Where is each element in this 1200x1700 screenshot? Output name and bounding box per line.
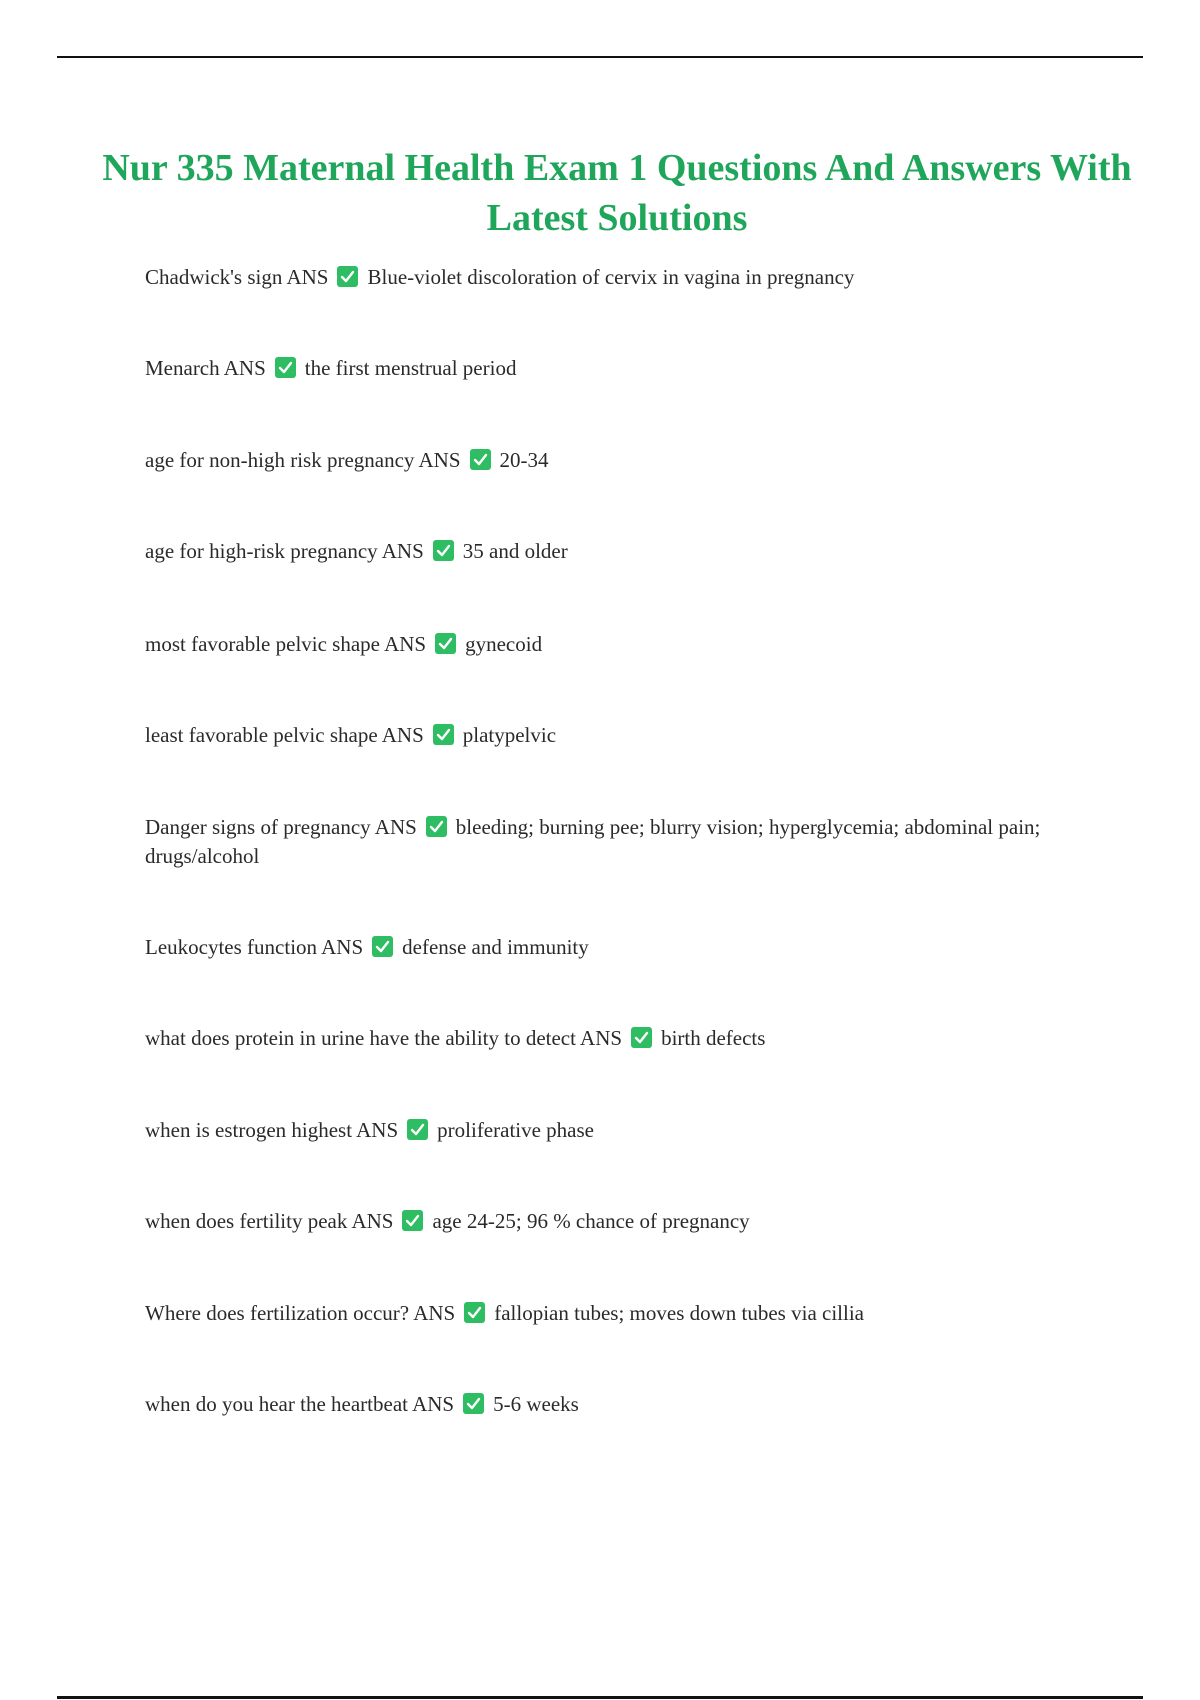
ans-label: ANS [374, 815, 417, 839]
question-text: age for high-risk pregnancy [145, 539, 378, 563]
question-text: when do you hear the heartbeat [145, 1392, 408, 1416]
check-box-icon [275, 357, 296, 378]
answer-text: fallopian tubes; moves down tubes via cillia [494, 1301, 864, 1325]
answer-text: gynecoid [465, 632, 543, 656]
ans-label: ANS [286, 265, 329, 289]
check-box-icon [463, 1393, 484, 1414]
qa-item [145, 446, 1045, 475]
qa-item [145, 1116, 1045, 1145]
qa-item [145, 933, 1045, 962]
ans-label: ANS [580, 1026, 623, 1050]
answer-text: bleeding; burning pee; blurry vision; hyperglycemia; abdominal pain; drugs/alcohol [145, 815, 1041, 868]
question-text: most favorable pelvic shape [145, 632, 380, 656]
check-box-icon [426, 816, 447, 837]
answer-text: 20-34 [499, 448, 549, 472]
answer-text: age 24-25; 96 % chance of pregnancy [432, 1209, 750, 1233]
check-box-icon [433, 540, 454, 561]
answer-text: defense and immunity [402, 935, 589, 959]
qa-item [145, 721, 1045, 750]
answer-text: the first menstrual period [304, 356, 517, 380]
check-box-icon [372, 936, 393, 957]
ans-label: ANS [321, 935, 364, 959]
answer-text: proliferative phase [437, 1118, 594, 1142]
qa-item [145, 1207, 1045, 1236]
question-text: Where does fertilization occur? [145, 1301, 410, 1325]
check-box-icon [337, 266, 358, 287]
check-box-icon [470, 449, 491, 470]
ans-label: ANS [381, 539, 424, 563]
check-box-icon [433, 724, 454, 745]
question-text: age for non-high risk pregnancy [145, 448, 415, 472]
ans-label: ANS [413, 1301, 456, 1325]
question-text: what does protein in urine have the ability to detect [145, 1026, 576, 1050]
answer-text: 5-6 weeks [493, 1392, 579, 1416]
qa-item [145, 630, 1045, 659]
answer-text: Blue-violet discoloration of cervix in vagina in pregnancy [367, 265, 855, 289]
question-text: Chadwick's sign [145, 265, 283, 289]
qa-item [145, 1024, 1045, 1053]
qa-item [145, 263, 1045, 292]
check-box-icon [407, 1119, 428, 1140]
answer-text: birth defects [661, 1026, 766, 1050]
question-text: Menarch [145, 356, 220, 380]
answer-text: 35 and older [462, 539, 568, 563]
bottom-rule [57, 1696, 1143, 1699]
top-rule [57, 56, 1143, 58]
check-box-icon [402, 1210, 423, 1231]
ans-label: ANS [384, 632, 427, 656]
question-text: when is estrogen highest [145, 1118, 353, 1142]
answer-text: platypelvic [462, 723, 557, 747]
question-text: Leukocytes function [145, 935, 318, 959]
check-box-icon [464, 1302, 485, 1323]
document-title: Nur 335 Maternal Health Exam 1 Questions And Answers With Latest Solutions [102, 147, 1132, 239]
qa-item [145, 1390, 1045, 1419]
question-text: when does fertility peak [145, 1209, 348, 1233]
ans-label: ANS [412, 1392, 455, 1416]
question-text: least favorable pelvic shape [145, 723, 378, 747]
ans-label: ANS [223, 356, 266, 380]
ans-label: ANS [356, 1118, 399, 1142]
check-box-icon [435, 633, 456, 654]
qa-item [145, 1299, 1045, 1328]
ans-label: ANS [418, 448, 461, 472]
qa-item [145, 813, 1045, 871]
qa-item [145, 537, 1045, 566]
ans-label: ANS [381, 723, 424, 747]
check-box-icon [631, 1027, 652, 1048]
ans-label: ANS [351, 1209, 394, 1233]
question-text: Danger signs of pregnancy [145, 815, 371, 839]
qa-item [145, 354, 1045, 383]
